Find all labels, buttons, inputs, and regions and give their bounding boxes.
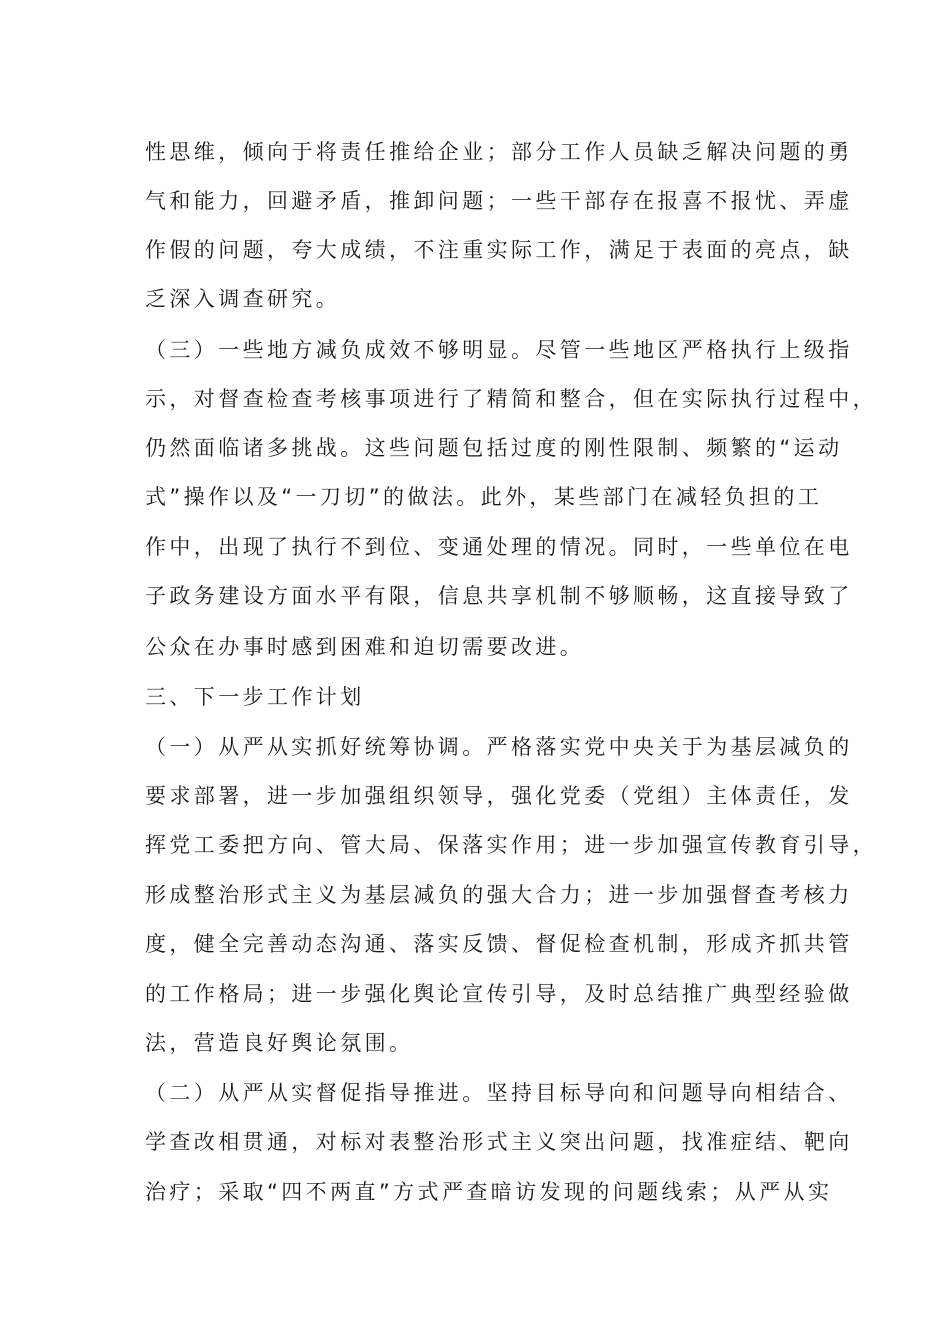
body-text-line: 学查改相贯通，对标对表整治形式主义突出问题，找准症结、靶向 — [145, 1130, 853, 1154]
body-text-line: 公众在办事时感到困难和迫切需要改进。 — [145, 635, 585, 659]
body-text-line: 要求部署，进一步加强组织领导，强化党委（党组）主体责任，发 — [145, 784, 853, 808]
chapter-heading: 三、下一步工作计划 — [145, 685, 365, 709]
body-text-line: 治疗；采取“四不两直”方式严查暗访发现的问题线索；从严从实 — [145, 1180, 833, 1204]
section-heading-2: （二）从严从实督促指导推进。坚持目标导向和问题导向相结合、 — [145, 1081, 853, 1105]
body-text-line: 式”操作以及“一刀切”的做法。此外，某些部门在减轻负担的工 — [145, 485, 823, 509]
section-heading-3: （三）一些地方减负成效不够明显。尽管一些地区严格执行上级指 — [145, 338, 853, 362]
body-text-line: 挥党工委把方向、管大局、保落实作用；进一步加强宣传教育引导， — [145, 833, 877, 857]
body-text-line: 性思维，倾向于将责任推给企业；部分工作人员缺乏解决问题的勇 — [145, 140, 853, 164]
body-text-line: 示，对督查检查考核事项进行了精简和整合，但在实际执行过程中， — [145, 387, 877, 411]
body-text-line: 法，营造良好舆论氛围。 — [145, 1031, 414, 1055]
body-text-line: 作中，出现了执行不到位、变通处理的情况。同时，一些单位在电 — [145, 535, 853, 559]
body-text-line: 形成整治形式主义为基层减负的强大合力；进一步加强督查考核力 — [145, 883, 853, 907]
section-heading-1: （一）从严从实抓好统筹协调。严格落实党中央关于为基层减负的 — [145, 735, 853, 759]
body-text-line: 子政务建设方面水平有限，信息共享机制不够顺畅，这直接导致了 — [145, 584, 853, 608]
body-text-line: 作假的问题，夸大成绩，不注重实际工作，满足于表面的亮点，缺 — [145, 238, 853, 262]
body-text-line: 的工作格局；进一步强化舆论宣传引导，及时总结推广典型经验做 — [145, 982, 853, 1006]
body-text-line: 度，健全完善动态沟通、落实反馈、督促检查机制，形成齐抓共管 — [145, 932, 853, 956]
body-text-line: 仍然面临诸多挑战。这些问题包括过度的刚性限制、频繁的“运动 — [145, 436, 843, 460]
body-text-line: 乏深入调查研究。 — [145, 287, 341, 311]
body-text-line: 气和能力，回避矛盾，推卸问题；一些干部存在报喜不报忧、弄虚 — [145, 189, 853, 213]
